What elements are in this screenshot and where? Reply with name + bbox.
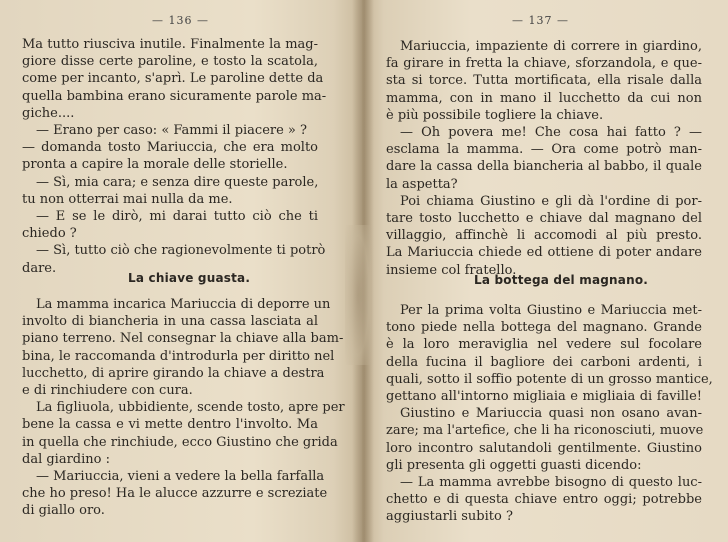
text-line: la aspetta? (386, 176, 458, 192)
text-block (386, 302, 713, 526)
text-line: La mamma incarica Mariuccia di deporre un (36, 297, 331, 312)
section-heading: La chiave guasta. (128, 271, 251, 285)
text-line: tono piede nella bottega del magnano. Grande (386, 320, 702, 336)
text-line: — domanda tosto Mariuccia, che era molto (22, 140, 318, 156)
text-line: Poi chiama Giustino e gli dà l'ordine di por- (400, 193, 702, 209)
text-line: è la loro meraviglia nel vedere sul focolare (386, 337, 702, 353)
text-line: tare tosto lucchetto e chiave dal magnano del (386, 211, 702, 227)
text-line: — Erano per caso: « Fammi il piacere » ? (36, 123, 307, 139)
section-heading: La bottega del magnano. (474, 273, 649, 287)
text-line: fa girare in fretta la chiave, sforzandola, e que- (386, 56, 702, 72)
text-line: gli presenta gli oggetti guasti dicendo: (386, 457, 642, 473)
text-line: chiedo ? (22, 226, 77, 242)
text-line: giche.... (22, 105, 75, 121)
text-line: tu non otterrai mai nulla da me. (22, 191, 233, 207)
text-line: — Sì, tutto ciò che ragionevolmente ti potrò (36, 243, 326, 259)
text-line: — Oh povera me! Che cosa hai fatto ? — (400, 125, 702, 141)
text-line: che ho preso! Ha le alucce azzurre e screziate (22, 486, 328, 502)
page-number: — 137 — (512, 14, 569, 27)
text-line: dare. (22, 260, 57, 276)
text-line: insieme col fratello. (386, 262, 517, 278)
text-line: bene la cassa e vi mette dentro l'involto. Ma (22, 417, 318, 433)
right-page (362, 0, 728, 542)
text-line: piano terreno. Nel consegnar la chiave alla bam- (22, 331, 344, 347)
text-line: e di rinchiudere con cura. (22, 383, 193, 399)
text-block (22, 296, 345, 520)
text-line: mamma, con in mano il lucchetto da cui non (386, 90, 702, 106)
text-line: involto di biancheria in una cassa lasciata al (22, 314, 318, 330)
text-line: dare la cassa della biancheria al babbo, il quale (386, 159, 702, 175)
text-line: quella bambina erano sicuramente parole ma- (22, 88, 327, 104)
text-line: bina, le raccomanda d'introdurla per diritto nel (22, 348, 335, 364)
text-line: di giallo oro. (22, 503, 105, 519)
page-number: — 136 — (152, 14, 209, 27)
text-line: come per incanto, s'aprì. Le paroline dette da (22, 71, 324, 87)
page-tear (345, 225, 371, 365)
text-line: pronta a capire la morale delle storielle. (22, 157, 288, 173)
text-line: — Mariuccia, vieni a vedere la bella farfalla (36, 469, 325, 485)
text-line: della fucina il bagliore dei carboni ardenti, i (386, 354, 702, 370)
text-line: Giustino e Mariuccia quasi non osano avan- (400, 406, 702, 422)
text-line: La figliuola, ubbidiente, scende tosto, apre per (36, 400, 345, 416)
text-line: chetto e di questa chiave entro oggi; potrebbe (386, 492, 702, 508)
text-line: loro incontro salutandoli gentilmente. Giustino (386, 440, 702, 456)
text-line: sta si torce. Tutta mortificata, ella risale dalla (386, 73, 702, 89)
text-line: La Mariuccia chiede ed ottiene di poter andare (386, 245, 702, 261)
text-line: Per la prima volta Giustino e Mariuccia met- (400, 303, 702, 318)
text-line: — Sì, mia cara; e senza dire queste parole, (36, 174, 319, 190)
text-line: zare; ma l'artefice, che li ha riconosciuti, muove (386, 423, 704, 439)
text-line: gettano all'intorno migliaia e migliaia di faville! (386, 389, 702, 405)
text-line: — E se le dirò, mi darai tutto ciò che ti (36, 209, 318, 225)
text-line: esclama la mamma. — Ora come potrò man- (386, 142, 702, 158)
text-block (22, 36, 327, 277)
text-line: in quella che rinchiude, ecco Giustino che grida (22, 434, 338, 450)
text-line: giore disse certe paroline, e tosto la scatola, (22, 54, 318, 70)
text-line: dal giardino : (22, 451, 110, 467)
text-line: — La mamma avrebbe bisogno di questo luc- (400, 475, 702, 491)
left-page (0, 0, 362, 542)
text-line: lucchetto, di aprire girando la chiave a destra (22, 365, 325, 381)
text-line: quali, sotto il soffio potente di un grosso mantice, (386, 371, 713, 387)
text-block (386, 38, 702, 279)
text-line: Ma tutto riusciva inutile. Finalmente la mag- (22, 37, 318, 52)
text-line: è più possibile togliere la chiave. (386, 107, 604, 123)
text-line: Mariuccia, impaziente di correre in giardino, (400, 39, 702, 54)
text-line: aggiustarli subito ? (386, 509, 513, 525)
text-line: villaggio, affinchè li accomodi al più presto. (386, 228, 702, 244)
